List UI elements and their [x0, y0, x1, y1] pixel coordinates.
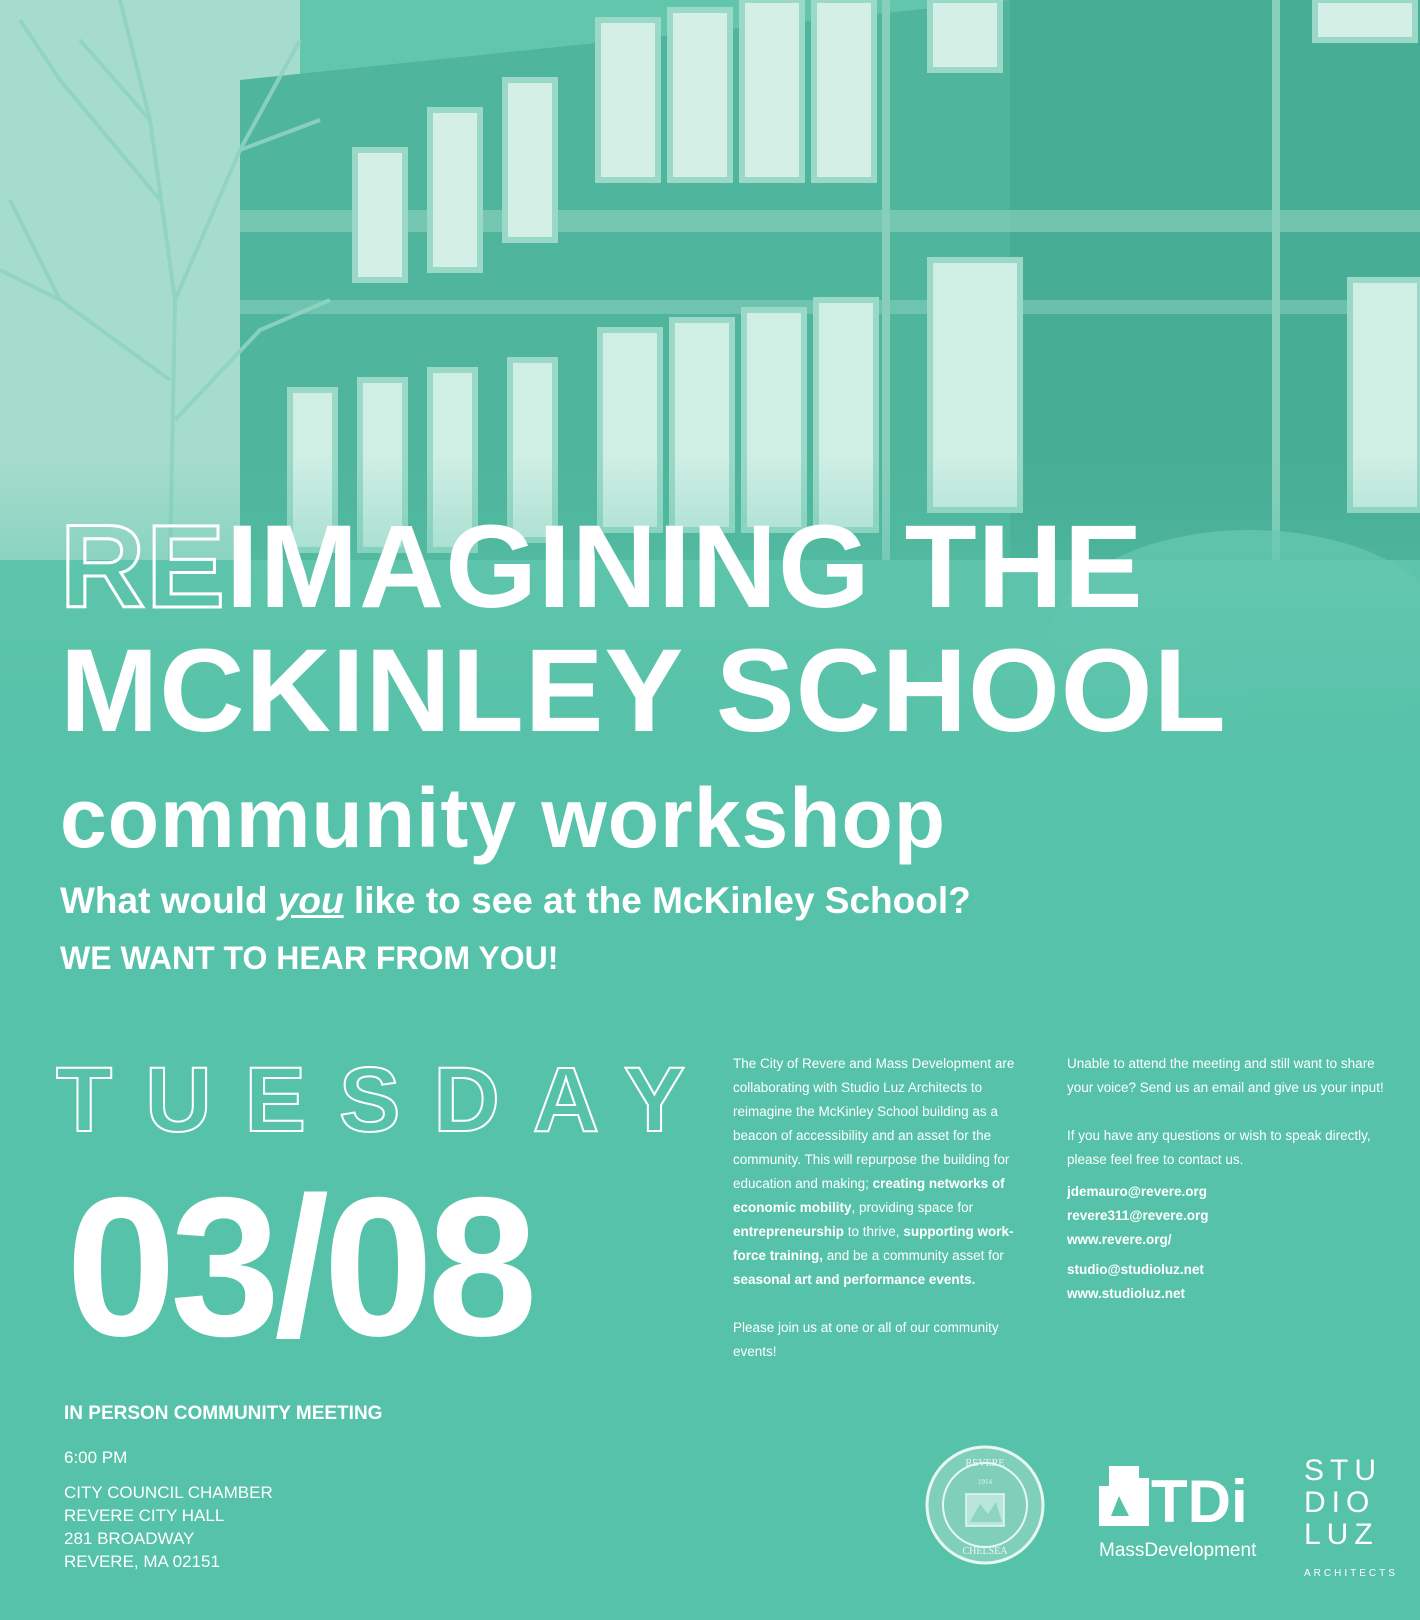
studio-luz-logo: [1304, 1450, 1414, 1580]
location-line: 281 BROADWAY: [64, 1529, 195, 1548]
meeting-type: IN PERSON COMMUNITY MEETING: [64, 1403, 383, 1424]
revere-seal-logo: [924, 1444, 1046, 1566]
tdi-mark: TDi: [1151, 1468, 1248, 1535]
meeting-time: 6:00 PM: [64, 1448, 128, 1467]
headline-line-1: [60, 501, 1227, 633]
studio-line-1: STU: [1304, 1454, 1382, 1487]
event-date: 03/08: [66, 1156, 532, 1377]
seal-bottom-text: CHELSEA: [962, 1546, 1008, 1557]
subtitle: community workshop: [60, 771, 947, 865]
seal-year-text: 1914: [978, 1478, 992, 1486]
email-link-revere311[interactable]: revere311@revere.org: [1067, 1208, 1209, 1223]
massdevelopment-tdi-logo: [1089, 1456, 1269, 1566]
headline-line-2: MCKINLEY SCHOOL: [60, 625, 1227, 757]
description-highlight: supporting work-force training,: [733, 1224, 1014, 1263]
description-text: and be a community asset for: [823, 1248, 1004, 1263]
description-paragraph: [733, 1052, 1033, 1292]
question-text: [60, 880, 971, 922]
seal-top-text: REVERE: [965, 1458, 1005, 1469]
studio-sub: ARCHITECTS: [1304, 1568, 1398, 1579]
website-link-revere[interactable]: www.revere.org/: [1067, 1232, 1172, 1247]
description-highlight: entrepreneurship: [733, 1224, 845, 1239]
sponsor-logos: [924, 1444, 1414, 1584]
email-link-studio[interactable]: studio@studioluz.net: [1067, 1262, 1204, 1277]
description-highlight: seasonal art and performance events.: [733, 1272, 976, 1287]
tdi-name: MassDevelopment: [1099, 1540, 1257, 1561]
description-highlight: creating networks of economic mobility: [733, 1176, 1005, 1215]
unable-paragraph: Unable to attend the meeting and still want to share your voice? Send us an email and give us your input!: [1067, 1056, 1384, 1095]
question-emphasis: you: [277, 880, 344, 921]
location-line: REVERE CITY HALL: [64, 1506, 225, 1525]
headline: [60, 501, 1227, 757]
closing-paragraph: Please join us at one or all of our community events!: [733, 1320, 999, 1359]
call-to-action: WE WANT TO HEAR FROM YOU!: [60, 940, 559, 976]
description-text: The City of Revere and Mass Development are collaborating with Studio Luz Architects to reimagine the McKinley School building as a beacon of accessibility and an asset for the community. This will repurpose the building for education and making;: [733, 1056, 1015, 1191]
headline-line-1-rest: IMAGINING THE: [225, 501, 1144, 633]
event-day: TUESDAY: [56, 1049, 719, 1151]
email-link-jdemauro[interactable]: jdemauro@revere.org: [1067, 1184, 1207, 1199]
description-text: , providing space for: [851, 1200, 974, 1215]
question-after: like to see at the McKinley School?: [343, 880, 971, 921]
contact-column: [1067, 1052, 1387, 1306]
location-line: REVERE, MA 02151: [64, 1552, 220, 1571]
location-line: CITY COUNCIL CHAMBER: [64, 1483, 273, 1502]
meeting-info: [64, 1446, 273, 1573]
studio-line-2: DIO: [1304, 1486, 1376, 1519]
headline-outline-prefix: RE: [60, 501, 226, 633]
question-before: What would: [60, 880, 278, 921]
website-link-studioluz[interactable]: www.studioluz.net: [1067, 1286, 1185, 1301]
description-column: [733, 1052, 1033, 1364]
description-text: to thrive,: [844, 1224, 904, 1239]
questions-paragraph: If you have any questions or wish to speak directly, please feel free to contact us.: [1067, 1128, 1371, 1167]
studio-line-3: LUZ: [1304, 1518, 1379, 1551]
